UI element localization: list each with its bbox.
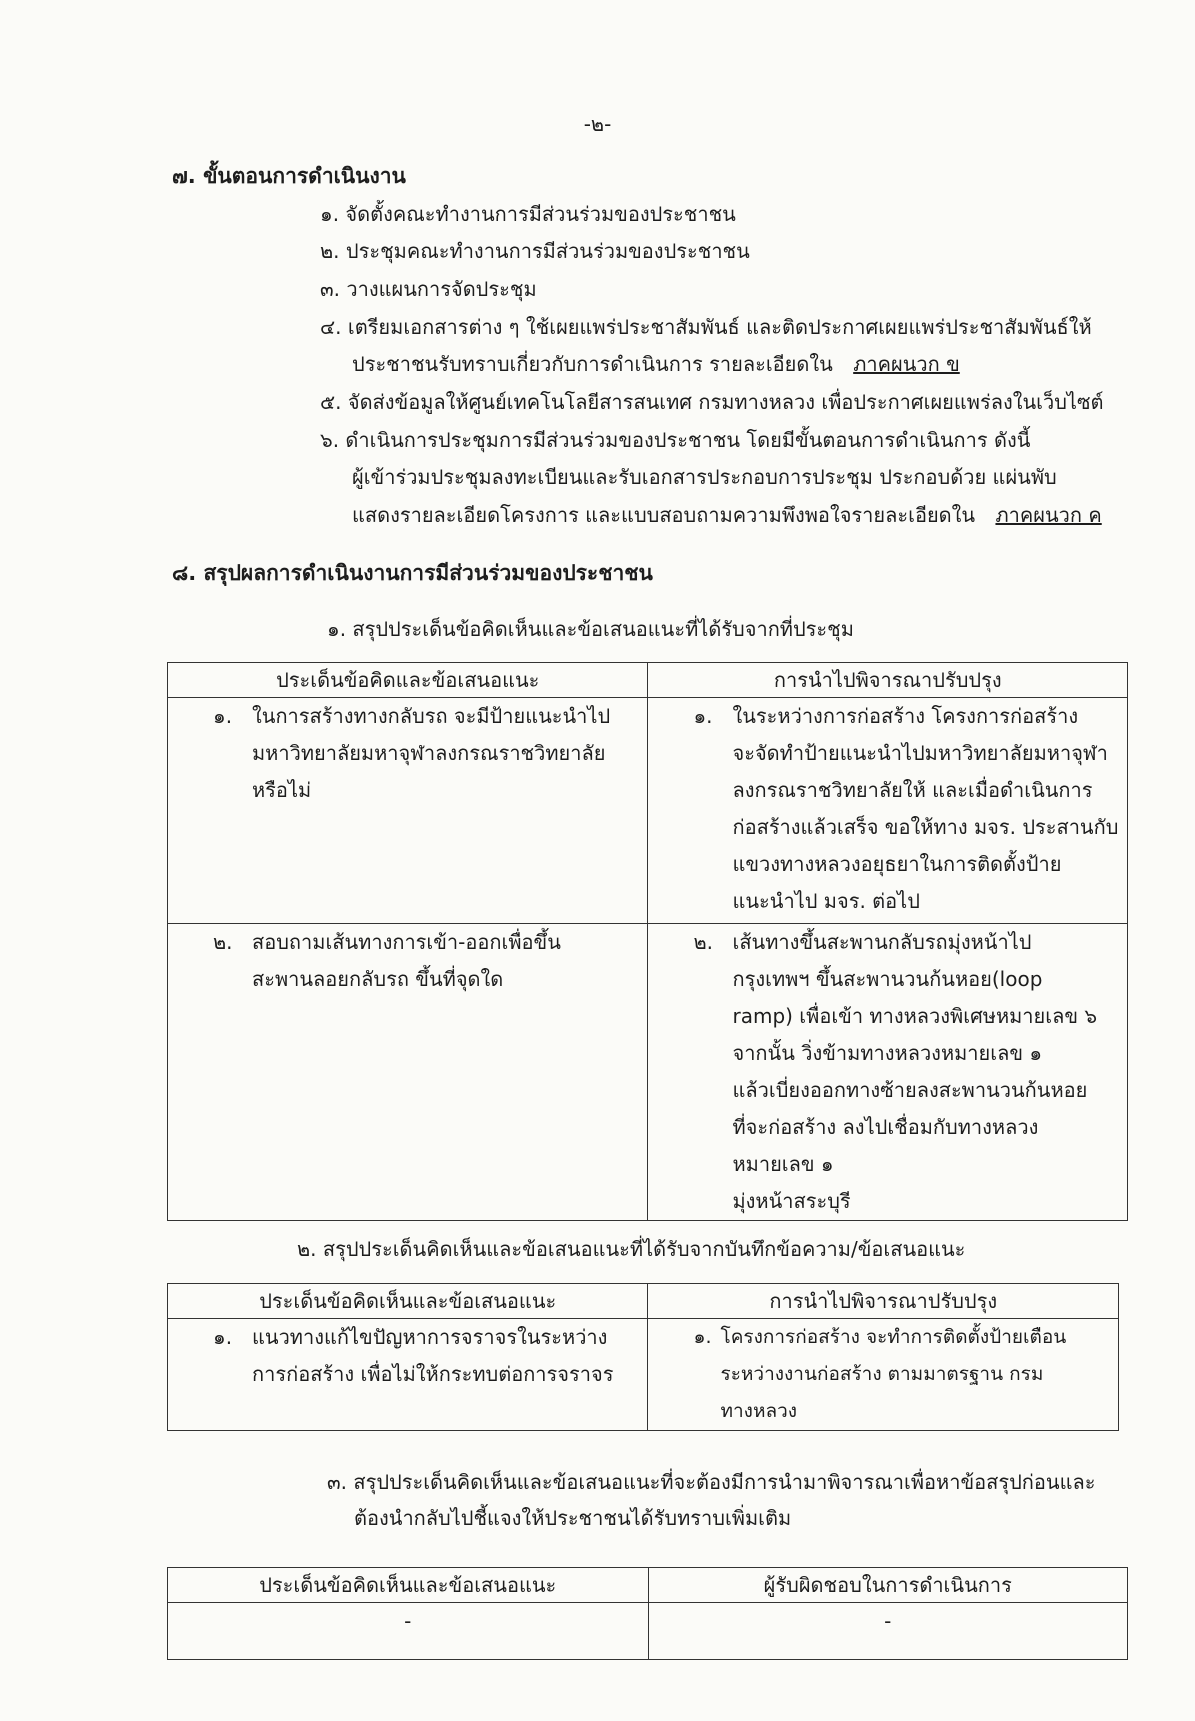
section7-heading: ๗. ขั้นตอนการดำเนินงาน [172, 164, 406, 188]
row-number: ๑. [693, 1326, 712, 1348]
table-row [168, 698, 1128, 924]
cell-line: ก่อสร้างแล้วเสร็จ ขอให้ทาง มจร. ประสานกับ [732, 815, 1119, 839]
cell-line: การก่อสร้าง เพื่อไม่ให้กระทบต่อการจราจร [252, 1362, 614, 1386]
cell-line: กรุงเทพฯ ขึ้นสะพานวนก้นหอย(loop [732, 967, 1043, 991]
table-header-issue: ประเด็นข้อคิดเห็นและข้อเสนอแนะ [168, 1284, 648, 1319]
section8-heading: ๘. สรุปผลการดำเนินงานการมีส่วนร่วมของประชาชน [172, 561, 653, 585]
table-row [168, 1603, 1128, 1660]
row-number: ๑. [693, 704, 713, 728]
pending-issues-table [167, 1567, 1128, 1660]
cell-line: เส้นทางขึ้นสะพานกลับรถมุ่งหน้าไป [732, 930, 1032, 954]
step-4-line2 [352, 351, 960, 377]
cell-line: สอบถามเส้นทางการเข้า-ออกเพื่อขึ้น [252, 930, 561, 954]
step-6-line2: ผู้เข้าร่วมประชุมลงทะเบียนและรับเอกสารประกอบการประชุม ประกอบด้วย แผ่นพับ [352, 465, 1057, 489]
step-6-line1: ๖. ดำเนินการประชุมการมีส่วนร่วมของประชาชน โดยมีขั้นตอนการดำเนินการ ดังนี้ [320, 428, 1031, 452]
appendix-b-link[interactable]: ภาคผนวก ข [853, 352, 960, 376]
sub3-title-line1: ๓. สรุปประเด็นคิดเห็นและข้อเสนอแนะที่จะต้องมีการนำมาพิจารณาเพื่อหาข้อสรุปก่อนและ [327, 1470, 1096, 1494]
table-header-improvement: การนำไปพิจารณาปรับปรุง [648, 663, 1128, 698]
sub3-title-line2: ต้องนำกลับไปชี้แจงให้ประชาชนได้รับทราบเพิ่มเติม [354, 1506, 792, 1530]
row-number: ๒. [693, 930, 714, 954]
table-header-row [168, 1568, 1128, 1603]
empty-cell: - [168, 1603, 649, 1660]
comments-table-1 [167, 662, 1128, 1221]
step-4-text: ประชาชนรับทราบเกี่ยวกับการดำเนินการ รายละเอียดใน [352, 352, 833, 376]
sub2-title: ๒. สรุปประเด็นคิดเห็นและข้อเสนอแนะที่ได้รับจากบันทึกข้อความ/ข้อเสนอแนะ [297, 1237, 966, 1261]
cell-line: จะจัดทำป้ายแนะนำไปมหาวิทยาลัยมหาจุฬา [732, 741, 1108, 765]
cell-line: ในการสร้างทางกลับรถ จะมีป้ายแนะนำไป [252, 704, 611, 728]
page-number: -๒- [583, 112, 612, 136]
cell-line: แขวงทางหลวงอยุธยาในการติดตั้งป้าย [732, 852, 1062, 876]
cell-line: แนะนำไป มจร. ต่อไป [732, 889, 920, 913]
table-header-responsible: ผู้รับผิดชอบในการดำเนินการ [648, 1568, 1128, 1603]
cell-line: โครงการก่อสร้าง จะทำการติดตั้งป้ายเตือน [720, 1326, 1067, 1348]
comments-table-2 [167, 1283, 1119, 1431]
table-row [168, 924, 1128, 1221]
cell-line: จากนั้น วิ่งข้ามทางหลวงหมายเลข ๑ [732, 1041, 1043, 1065]
table-header-improvement: การนำไปพิจารณาปรับปรุง [648, 1284, 1119, 1319]
table-header-issue: ประเด็นข้อคิดเห็นและข้อเสนอแนะ [168, 1568, 649, 1603]
step-1: ๑. จัดตั้งคณะทำงานการมีส่วนร่วมของประชาชน [320, 202, 736, 226]
cell-line: แล้วเบี่ยงออกทางซ้ายลงสะพานวนก้นหอย [732, 1078, 1088, 1102]
cell-line: มุ่งหน้าสระบุรี [732, 1189, 851, 1213]
cell-line: ในระหว่างการก่อสร้าง โครงการก่อสร้าง [732, 704, 1079, 728]
cell-line: ลงกรณราชวิทยาลัยให้ และเมื่อดำเนินการ [732, 778, 1093, 802]
row-number: ๑. [213, 704, 233, 728]
cell-line: มหาวิทยาลัยมหาจุฬาลงกรณราชวิทยาลัย [252, 741, 606, 765]
step-6-text: แสดงรายละเอียดโครงการ และแบบสอบถามความพึงพอใจรายละเอียดใน [352, 503, 976, 527]
row-number: ๑. [213, 1325, 233, 1349]
cell-line: ระหว่างงานก่อสร้าง ตามมาตรฐาน กรมทางหลวง [720, 1363, 1044, 1422]
step-4-line1: ๔. เตรียมเอกสารต่าง ๆ ใช้เผยแพร่ประชาสัมพันธ์ และติดประกาศเผยแพร่ประชาสัมพันธ์ให้ [320, 315, 1092, 339]
cell-line: หรือไม่ [252, 778, 312, 802]
row-number: ๒. [213, 930, 233, 954]
cell-line: แนวทางแก้ไขปัญหาการจราจรในระหว่าง [252, 1325, 608, 1349]
cell-line: ramp) เพื่อเข้า ทางหลวงพิเศษหมายเลข ๖ [732, 1004, 1098, 1028]
step-6-line3 [352, 502, 1102, 528]
appendix-c-link[interactable]: ภาคผนวก ค [995, 503, 1102, 527]
table-header-row [168, 663, 1128, 698]
table-header-issue: ประเด็นข้อคิดและข้อเสนอแนะ [168, 663, 648, 698]
step-5: ๕. จัดส่งข้อมูลให้ศูนย์เทคโนโลยีสารสนเทศ กรมทางหลวง เพื่อประกาศเผยแพร่ลงในเว็บไซต์ [320, 390, 1104, 414]
cell-line: สะพานลอยกลับรถ ขึ้นที่จุดใด [252, 967, 504, 991]
table-header-row [168, 1284, 1119, 1319]
table-row [168, 1319, 1119, 1431]
cell-line: ที่จะก่อสร้าง ลงไปเชื่อมกับทางหลวงหมายเลข ๑ [732, 1115, 1039, 1176]
sub1-title: ๑. สรุปประเด็นข้อคิดเห็นและข้อเสนอแนะที่ได้รับจากที่ประชุม [327, 617, 854, 641]
empty-cell: - [648, 1603, 1128, 1660]
step-3: ๓. วางแผนการจัดประชุม [320, 277, 537, 301]
step-2: ๒. ประชุมคณะทำงานการมีส่วนร่วมของประชาชน [320, 239, 750, 263]
